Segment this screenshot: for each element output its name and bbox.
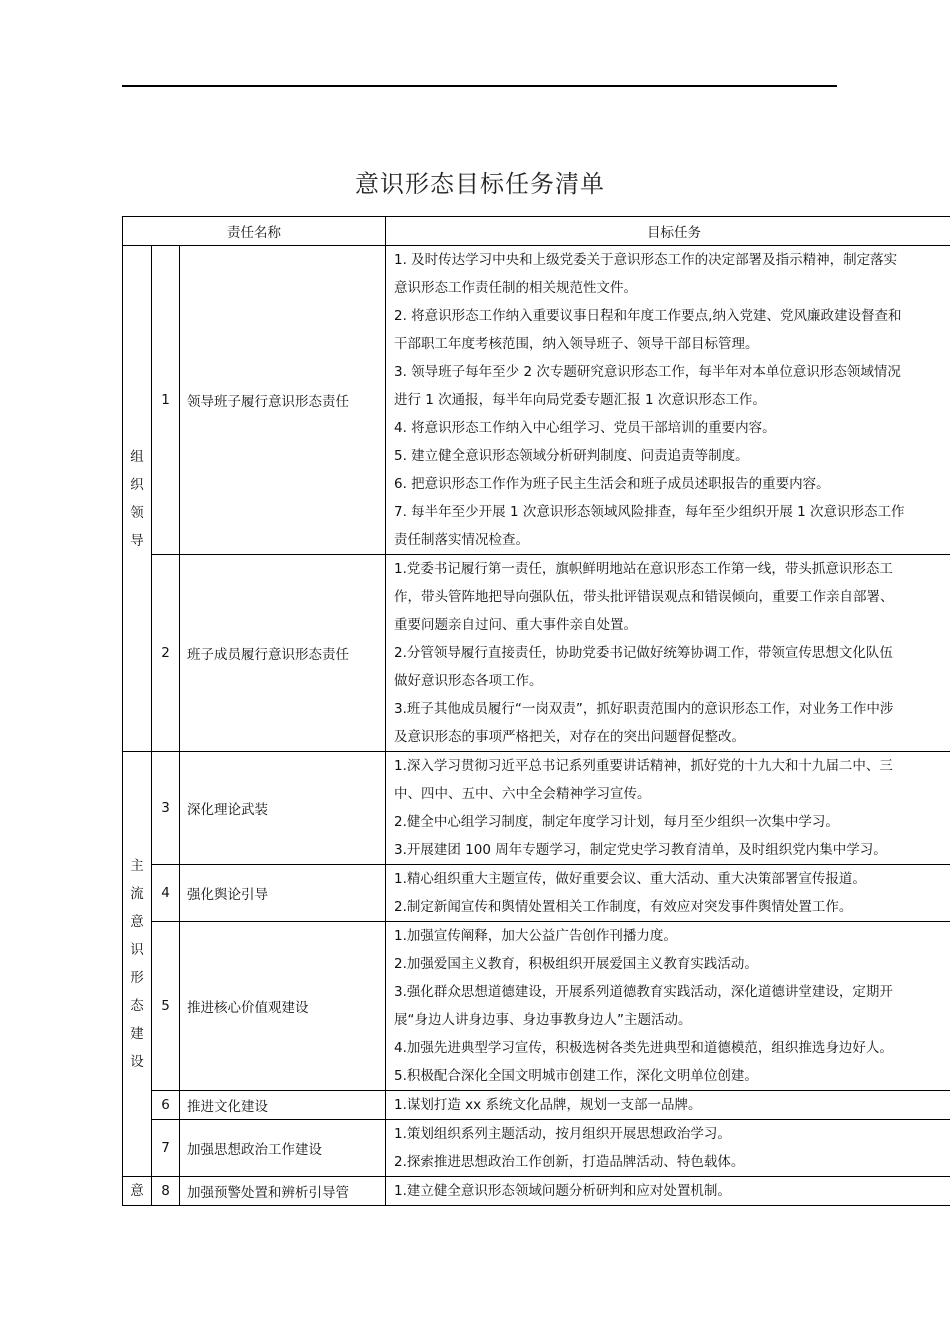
- task-cell: [386, 865, 950, 922]
- category-char: 形: [130, 970, 144, 986]
- row-number: 8: [152, 1177, 180, 1206]
- top-rule: [122, 85, 837, 87]
- table-row: [123, 865, 950, 922]
- table-row: [123, 1177, 950, 1206]
- row-number: 1: [152, 246, 180, 555]
- task-line: 重要问题亲自过问、重大事件亲自处置。: [394, 617, 638, 633]
- task-line: 5.积极配合深化全国文明城市创建工作，深化文明单位创建。: [394, 1068, 758, 1084]
- task-line: 3.班子其他成员履行“一岗双责”，抓好职责范围内的意识形态工作，对业务工作中涉: [394, 701, 894, 717]
- row-number: 5: [152, 922, 180, 1091]
- task-line: 进行 1 次通报，每半年向局党委专题汇报 1 次意识形态工作。: [394, 392, 766, 408]
- category-char: 导: [130, 532, 144, 549]
- table-row: [123, 922, 950, 1091]
- task-line: 中、四中、五中、六中全会精神学习宣传。: [394, 786, 651, 802]
- task-line: 5. 建立健全意识形态领域分析研判制度、问责追责等制度。: [394, 448, 749, 464]
- table-header-row: [123, 217, 950, 246]
- task-line: 1.谋划打造 xx 系统文化品牌，规划一支部一品牌。: [394, 1097, 702, 1113]
- task-line: 7. 每半年至少开展 1 次意识形态领域风险排查，每年至少组织开展 1 次意识形态工作: [394, 504, 905, 520]
- table-row: [123, 246, 950, 555]
- task-cell: [386, 555, 950, 752]
- category-char: 设: [130, 1054, 144, 1070]
- category-char: 意: [130, 914, 144, 930]
- responsibility-name: 领导班子履行意识形态责任: [180, 246, 386, 555]
- category-char: 意: [130, 1183, 144, 1199]
- task-cell: [386, 246, 950, 555]
- responsibility-name: 加强预警处置和辨析引导管: [180, 1177, 386, 1206]
- task-line: 展“身边人讲身边事、身边事教身边人”主题活动。: [394, 1012, 692, 1028]
- row-number: 6: [152, 1091, 180, 1120]
- task-line: 2.健全中心组学习制度，制定年度学习计划，每月至少组织一次集中学习。: [394, 814, 839, 830]
- task-line: 作，带头管阵地把导向强队伍，带头批评错误观点和错误倾向，重要工作亲自部署、: [394, 589, 894, 605]
- page-title: 意识形态目标任务清单: [355, 170, 605, 198]
- category-char: 组: [130, 448, 144, 465]
- task-line: 1.策划组织系列主题活动，按月组织开展思想政治学习。: [394, 1126, 731, 1142]
- header-task-col: 目标任务: [386, 217, 950, 246]
- task-cell: [386, 752, 950, 865]
- category-cell: [123, 1177, 152, 1206]
- task-line: 1.加强宣传阐释，加大公益广告创作刊播力度。: [394, 928, 677, 944]
- task-cell: [386, 1177, 950, 1206]
- header-name-col: 责任名称: [123, 217, 386, 246]
- row-number: 3: [152, 752, 180, 865]
- responsibility-name: 深化理论武装: [180, 752, 386, 865]
- category-char: 流: [130, 886, 144, 902]
- task-line: 做好意识形态各项工作。: [394, 673, 543, 689]
- task-line: 1. 及时传达学习中央和上级党委关于意识形态工作的决定部署及指示精神，制定落实: [394, 252, 898, 268]
- task-line: 1.党委书记履行第一责任，旗帜鲜明地站在意识形态工作第一线，带头抓意识形态工: [394, 561, 893, 577]
- category-char: 态: [130, 998, 144, 1014]
- task-line: 3.强化群众思想道德建设，开展系列道德教育实践活动，深化道德讲堂建设，定期开: [394, 984, 893, 1000]
- task-cell: [386, 922, 950, 1091]
- category-char: 领: [130, 504, 144, 521]
- task-line: 4. 将意识形态工作纳入中心组学习、党员干部培训的重要内容。: [394, 420, 776, 436]
- responsibility-name: 加强思想政治工作建设: [180, 1120, 386, 1177]
- task-line: 2. 将意识形态工作纳入重要议事日程和年度工作要点,纳入党建、党风廉政建设督查和: [394, 308, 902, 324]
- table-row: [123, 555, 950, 752]
- task-line: 及意识形态的事项严格把关，对存在的突出问题督促整改。: [394, 729, 746, 745]
- task-line: 干部职工年度考核范围，纳入领导班子、领导干部目标管理。: [394, 336, 759, 352]
- task-line: 责任制落实情况检查。: [394, 532, 530, 548]
- responsibility-name: 班子成员履行意识形态责任: [180, 555, 386, 752]
- task-line: 2.加强爱国主义教育，积极组织开展爱国主义教育实践活动。: [394, 956, 758, 972]
- task-line: 3.开展建团 100 周年专题学习，制定党史学习教育清单，及时组织党内集中学习。: [394, 842, 887, 858]
- responsibility-name: 推进核心价值观建设: [180, 922, 386, 1091]
- row-number: 2: [152, 555, 180, 752]
- task-line: 1.建立健全意识形态领域问题分析研判和应对处置机制。: [394, 1183, 731, 1199]
- task-cell: [386, 1091, 950, 1120]
- task-table: [122, 216, 950, 1206]
- task-line: 4.加强先进典型学习宣传，积极选树各类先进典型和道德模范，组织推选身边好人。: [394, 1040, 893, 1056]
- table-row: [123, 1091, 950, 1120]
- row-number: 7: [152, 1120, 180, 1177]
- table-row: [123, 1120, 950, 1177]
- task-line: 3. 领导班子每年至少 2 次专题研究意识形态工作，每半年对本单位意识形态领域情况: [394, 364, 901, 380]
- category-char: 织: [130, 476, 144, 493]
- task-line: 6. 把意识形态工作作为班子民主生活会和班子成员述职报告的重要内容。: [394, 476, 830, 492]
- task-line: 2.分管领导履行直接责任，协助党委书记做好统筹协调工作，带领宣传思想文化队伍: [394, 645, 893, 661]
- category-cell: [123, 246, 152, 752]
- category-cell: [123, 752, 152, 1177]
- task-line: 意识形态工作责任制的相关规范性文件。: [394, 280, 638, 296]
- category-char: 识: [130, 942, 144, 958]
- row-number: 4: [152, 865, 180, 922]
- category-char: 建: [130, 1026, 144, 1042]
- task-cell: [386, 1120, 950, 1177]
- task-line: 1.精心组织重大主题宣传，做好重要会议、重大活动、重大决策部署宣传报道。: [394, 871, 866, 887]
- responsibility-name: 推进文化建设: [180, 1091, 386, 1120]
- category-char: 主: [130, 858, 144, 874]
- task-line: 2.制定新闻宣传和舆情处置相关工作制度，有效应对突发事件舆情处置工作。: [394, 899, 853, 915]
- table-row: [123, 752, 950, 865]
- task-line: 1.深入学习贯彻习近平总书记系列重要讲话精神，抓好党的十九大和十九届二中、三: [394, 758, 893, 774]
- responsibility-name: 强化舆论引导: [180, 865, 386, 922]
- task-line: 2.探索推进思想政治工作创新，打造品牌活动、特色载体。: [394, 1154, 745, 1170]
